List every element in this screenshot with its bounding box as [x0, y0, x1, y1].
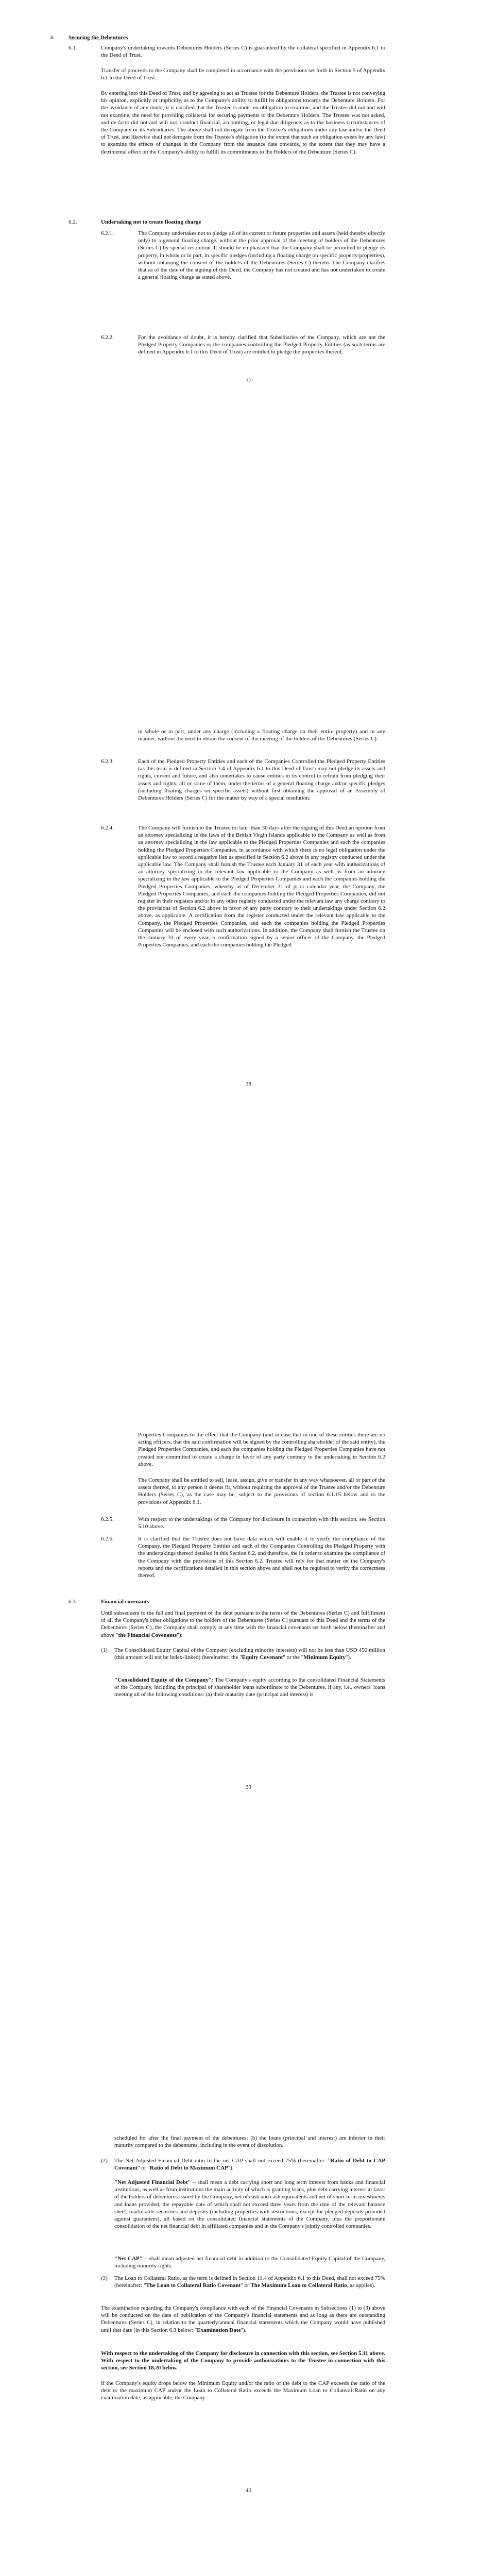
paragraph: "Net Adjusted Financial Debt" – shall mean a debt carrying short and long term interest from banks and financial institutions, as well as from institutions the main activity of which is granting loans, plus debt carrying interest in favor of the holders of debentures issued by the Company, net of cash and cash equivalents and net of short-term investments and loans provided, the repayable date of which shall not exceed three years from the date of the relevant balance sheet, marketable securities and deposits (including properties with restrictions, except for pledged deposits provided against guarantees), all based on the consolidated financial statements of the Company, plus the proportionate consolidation of the net financial debt in affiliated companies and in the Company's jointly controlled companies.	[114, 2179, 385, 2230]
paragraph: By entering into this Deed of Trust, and by agreeing to act as Trustee for the Debenture Holders, the Trustee is not conveying his opinion, explicitly or implicitly, as to the Company's ability to fulfill its obligations towards the Debenture Holders. For the avoidance of any doubt, it is clarified that the Trustee is under no obligation to examine, and the Trustee did not and will not examine, the need for providing collateral for securing payments to the Debenture Holders. The Trustee was not asked, and de facto did not and will not, conduct financial, accounting, or legal due diligence, as to the business circumstances of the Company or its Subsidiaries. The above shall not derogate from the Trustee's obligations under any law and/or the Deed of Trust, and likewise shall not derogate from the Trustee's obligation (to the extent that such an obligation exists by any law) to examine the effects of changes in the Company from the issuance date onwards, to the extent that they may have a detrimental effect on the Company's ability to fulfill its commitments to the Holders of the Debenture (Series C).	[101, 90, 385, 155]
paragraph: scheduled for after the final payment of the debentures; (b) the loans (principal and interest) are inferior in their maturity compared to the debentures, including in the event of dissolution.	[114, 2135, 385, 2149]
paragraph: Company's undertaking towards Debentures Holders (Series C) is guaranteed by the collateral specified in Appendix 6.1 to the Deed of Trust.	[101, 45, 385, 59]
paragraph: Properties Companies to the effect that the Company (and in case that in one of these entities there are no acting officers, that the said confirmation will be signed by the controlling shareholder of the said entity), the Pledged Properties Companies, and each the companies holding the Pledged Properties Companies have not created nor committed to create a charge in favor of any party contrary to the undertaking in Section 6.2 above.	[138, 1432, 385, 1467]
subsection-number: 6.2.5.	[101, 1516, 114, 1522]
page-number: 40	[246, 2487, 251, 2494]
page-40	[0, 2110, 497, 2576]
section-heading: Securing the Debentures	[68, 35, 128, 41]
paragraph: Transfer of proceeds to the Company shall be completed in accordance with the provisions set forth in Section 5 of Appendix 6.1 to the Deed of Trust.	[101, 67, 385, 81]
list-item: The Consolidated Equity Capital of the Company (excluding minority interests) will not be less than USD 450 million (this amount will not be index-linked) (hereinafter: the "Equity Covenant" or the "Minimum Equity").	[114, 1647, 385, 1661]
paragraph: "Consolidated Equity of the Company": The Company's equity according to the consolidated Financial Statements of the Company, including the principal of shareholder loans subordinate to the Debentures, if any, i.e., owners' loans meeting all of the following conditions: (a) their maturity date (principal and interest) is	[114, 1677, 385, 1698]
subsection-number: 6.2.3.	[101, 758, 114, 765]
subsection-number: 6.2.4.	[101, 825, 114, 831]
list-marker: (2)	[101, 2158, 108, 2164]
page-number: 37	[246, 378, 251, 384]
paragraph: If the Company's equity drops below the Minimum Equity and/or the ratio of the debt to the CAP exceeds the ratio of the debt to the maximum CAP and/or the Loan to Collateral Ratio exceeds the Maximum Loan to Collateral Ratio on any examination date, as applicable, the Company	[101, 2380, 385, 2401]
paragraph: in whole or in part, under any charge (including a floating charge on their entire property) and in any manner, without the need to obtain the consent of the meeting of the holders of the Debentures (Series C).	[138, 728, 385, 742]
section-heading: Financial covenants	[101, 1599, 149, 1605]
paragraph: The Company undertakes not to pledge all of its current or future properties and assets (held thereby directly only) to a general floating charge, without the prior approval of the meeting of holders of the Debentures (Series C) by special resolution. It should be emphasized that the Company shall be permitted to pledge its property, in whole or in part, in specific pledges (including a floating charge on specific property/properties), without obtaining the consent of the holders of the Debentures (Series C) thereto. The Company clarifies that as of the date of the signing of this Deed, the Company has not created and has not undertaken to create a general floating charge as stated above.	[138, 230, 385, 281]
paragraph: For the avoidance of doubt, it is hereby clarified that Subsidiaries of the Company, which are not the Pledged Property Companies or the companies controlling the Pledged Property Entities (as such terms are defined in Appendix 6.1 to this Deed of Trust) are entitled to pledge the properties thereof,	[138, 334, 385, 355]
paragraph: "Net CAP" – shall mean adjusted net financial debt in addition to the Consolidated Equity Capital of the Company, including minority rights.	[114, 2256, 386, 2269]
page-number: 38	[246, 1081, 251, 1087]
section-heading: Undertaking not to create floating charge	[101, 219, 201, 225]
paragraph: With respect to the undertaking of the Company for disclosure in connection with this section, see Section 5.11 above. With respect to the undertaking of the Company to provide authorizations to the Trustee in connection with this section, see Section 18.20 below.	[101, 2350, 385, 2371]
paragraph: With respect to the undertakings of the Company for disclosure in connection with this section, see Section 5.10 above.	[138, 1516, 385, 1530]
section-number: 6.	[50, 35, 55, 41]
list-marker: (3)	[101, 2275, 108, 2281]
page-number: 39	[246, 1784, 251, 1790]
section-number: 6.1.	[68, 45, 77, 51]
paragraph: The Company shall be entitled to sell, lease, assign, give or transfer in any way whatsoever, all or part of the assets thereof, to any person it deems fit, without requiring the approval of the Trustee and/or the Debenture Holders (Series C), as the case may be, subject to the provisions of section 6.1.15 below and to the provisions of Appendix 6.1.	[138, 1477, 385, 1505]
subsection-number: 6.2.2.	[101, 334, 114, 341]
paragraph: Until subsequent to the full and final payment of the debt pursuant to the terms of the Debentures (Series C) and fulfillment of all the Company's other obligations to the holders of the Debentures (Series C) pursuant to this Deed and the terms of the Debentures (Series C), the Company shall comply at any time with the financial covenants set forth below (hereinafter and above "the Financial Covenants"):	[101, 1610, 385, 1638]
page-39	[0, 1406, 497, 2110]
list-marker: (1)	[101, 1647, 108, 1653]
list-item: The Net Adjusted Financial Debt ratio to the net CAP shall not exceed 75% (hereinafter: "Ratio of Debt to CAP Covenant" or "Ratio of Debt to Maximum CAP").	[114, 2158, 386, 2172]
paragraph: The Company will furnish to the Trustee no later than 30 days after the signing of this Deed an opinion from an attorney specializing in the laws of the British Virgin Islands applicable to the Company as well as from an attorney specializing in the law applicable to the Pledged Properties Companies and each the companies holding the Pledged Properties Companies, in accordance with which there is no legal obligation under the applicable law to record a negative lien as specified in Section 6.2 above in any registry conducted under the applicable law. The Company shall furnish the Trustee each January 31 of each year with authorizations of an attorney specializing in the relevant law applicable to the Company as well as from an attorney specializing in the law applicable to the Pledged Properties Companies and each the companies holding the Pledged Properties Companies, whereby as of December 31 of prior calendar year, the Company, the Pledged Properties Companies, and each the companies holding the Pledged Properties Companies, did not register in their registers and/or in any other registry conducted under the relevant law any charge contrary to the provisions of Section 6.2 above in favor of any party contrary to their undertakings under Section 6.2 above, as applicable. A certification from the register conducted under the relevant law applicable to the Company, the Pledged Properties Companies, and each the companies holding the Pledged Properties Companies will be enclosed with such authorizations. In addition, the Company shall furnish the Trustee on the January 31 of every year, a confirmation signed by a senior officer of the Company, the Pledged Properties Companies, and each the companies holding the Pledged	[138, 825, 385, 948]
subsection-number: 6.2.1.	[101, 230, 114, 236]
list-item: The Loan to Collateral Ratio, as the term is defined in Section 11.4 of Appendix 6.1 to this Deed, shall not exceed 75% (hereinafter: "The Loan to Collateral Ratio Covenant" or The Maximum Loan to Collateral Ratio, as applies).	[114, 2275, 385, 2289]
paragraph: It is clarified that the Trustee does not have data which will enable it to verify the compliance of the Company, the Pledged Property Entities and each of the Companies Controlling the Pledged Property with the undertakings thereof detailed in this Section 6.2, and therefore, the in order to examine the compliance of the Company with the provisions of this Section 6.2, Trustee will rely for that matter on the Company's reports and the certifications detailed in this section above and shall not be required to verify the correctness thereof.	[138, 1536, 385, 1579]
paragraph: Each of the Pledged Property Entities and each of the Companies Controlled the Pledged Property Entities (as this term is defined in Section 1.4 of Appendix 6.1 to this Deed of Trust) may not pledge its assets and rights, current and future, and also undertakes to cause entities in its control to refrain from pledging their assets and rights, all or some of them, under the terms of a general floating charge and/or specific pledges (including floating charges on specific assets) without first obtaining the approval of an Assembly of Debentures Holders (Series C) for the matter by way of a special resolution.	[138, 758, 385, 802]
section-number: 6.3.	[68, 1599, 77, 1605]
page-38	[0, 703, 497, 1406]
section-number: 6.2.	[68, 219, 77, 225]
paragraph: The examination regarding the Company's compliance with each of the Financial Covenants in Subsections (1) to (3) above will be conducted on the date of publication of the Company's financial statements and as long as there are outstanding Debentures (Series C), in relation to the quarterly/annual financial statements which the Company would have published until that date (in this Section 6.3 below: "Examination Date").	[101, 2305, 385, 2333]
page-37	[0, 0, 497, 703]
subsection-number: 6.2.6.	[101, 1536, 114, 1542]
